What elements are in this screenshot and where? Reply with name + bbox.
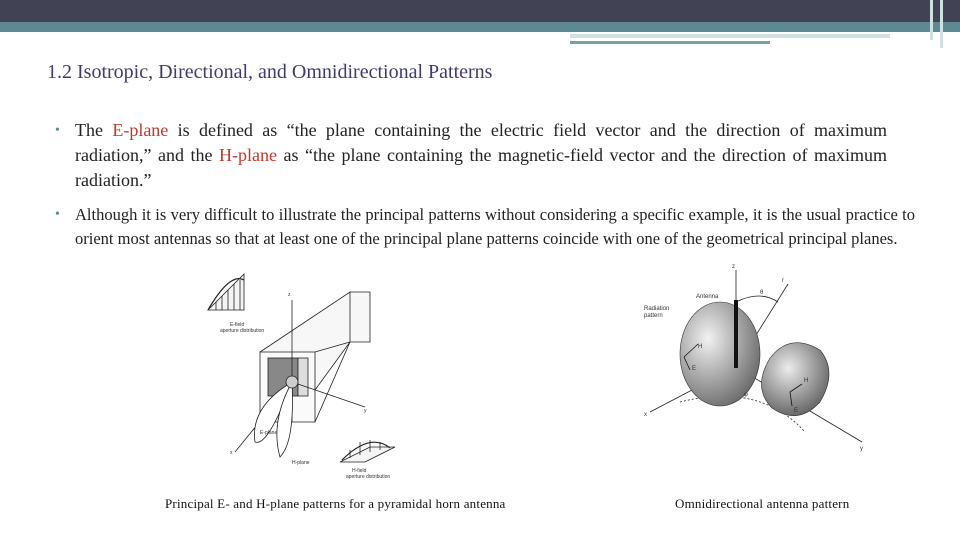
bullet-marker: • xyxy=(55,123,60,138)
figure-label: Radiation xyxy=(644,306,670,312)
bullet-text: Although it is very difficult to illustrate the principal patterns without considering a specific example, it is the usual practice to orient most antennas so that at least one of the principal plane patterns coincide with one of the geometrical principal planes. xyxy=(75,205,915,248)
bullet-list xyxy=(55,118,915,260)
omnidirectional-pattern-figure xyxy=(640,262,870,462)
header-decoration xyxy=(570,34,890,38)
header-bar xyxy=(0,0,960,22)
bullet-marker: • xyxy=(55,207,60,222)
figure-label: E-plane xyxy=(260,430,278,436)
bullet-item xyxy=(55,118,887,193)
figure-label: φ xyxy=(744,392,748,398)
omni-figure-caption: Omnidirectional antenna pattern xyxy=(675,496,850,511)
header-decoration xyxy=(940,0,943,48)
figure-label: y xyxy=(860,446,863,452)
figure-label: θ xyxy=(760,290,764,296)
horn-figure-caption: Principal E- and H-plane patterns for a pyramidal horn antenna xyxy=(165,496,506,511)
figure-label: aperture distribution xyxy=(220,328,265,334)
horn-antenna-figure xyxy=(200,272,400,482)
figure-label: H xyxy=(698,344,703,350)
bullet-item xyxy=(55,203,915,250)
header-accent-strip xyxy=(0,22,960,32)
h-plane-term: H-plane xyxy=(219,145,277,165)
header-decoration xyxy=(570,41,770,44)
figure-label: aperture distribution xyxy=(346,474,391,480)
figure-label: E xyxy=(794,408,799,414)
figure-label: z xyxy=(732,264,735,270)
figure-label: Antenna xyxy=(696,294,719,300)
figure-label: pattern xyxy=(644,313,663,319)
figure-label: x xyxy=(230,450,233,456)
figure-label: y xyxy=(364,408,367,414)
bullet-text: is defined as “the plane containing the electric field vector and the direction of maximum radiation,” and the xyxy=(75,120,888,165)
figure-label: E-field xyxy=(230,322,245,328)
figure-label: r xyxy=(782,278,784,284)
figure-label: H-field xyxy=(352,468,367,474)
slide-title: 1.2 Isotropic, Directional, and Omnidirectional Patterns xyxy=(47,61,493,83)
e-plane-term: E-plane xyxy=(112,120,169,140)
bullet-text: as “the plane containing the magnetic-field vector and the direction of maximum radiation.” xyxy=(75,145,887,190)
header-decoration xyxy=(930,0,933,40)
figure-label: H xyxy=(804,378,809,384)
bullet-text: The xyxy=(75,120,113,140)
figure-label: x xyxy=(644,412,647,418)
figure-label: z xyxy=(288,292,291,298)
figure-label: E xyxy=(692,366,697,372)
figure-label: H-plane xyxy=(292,460,310,466)
